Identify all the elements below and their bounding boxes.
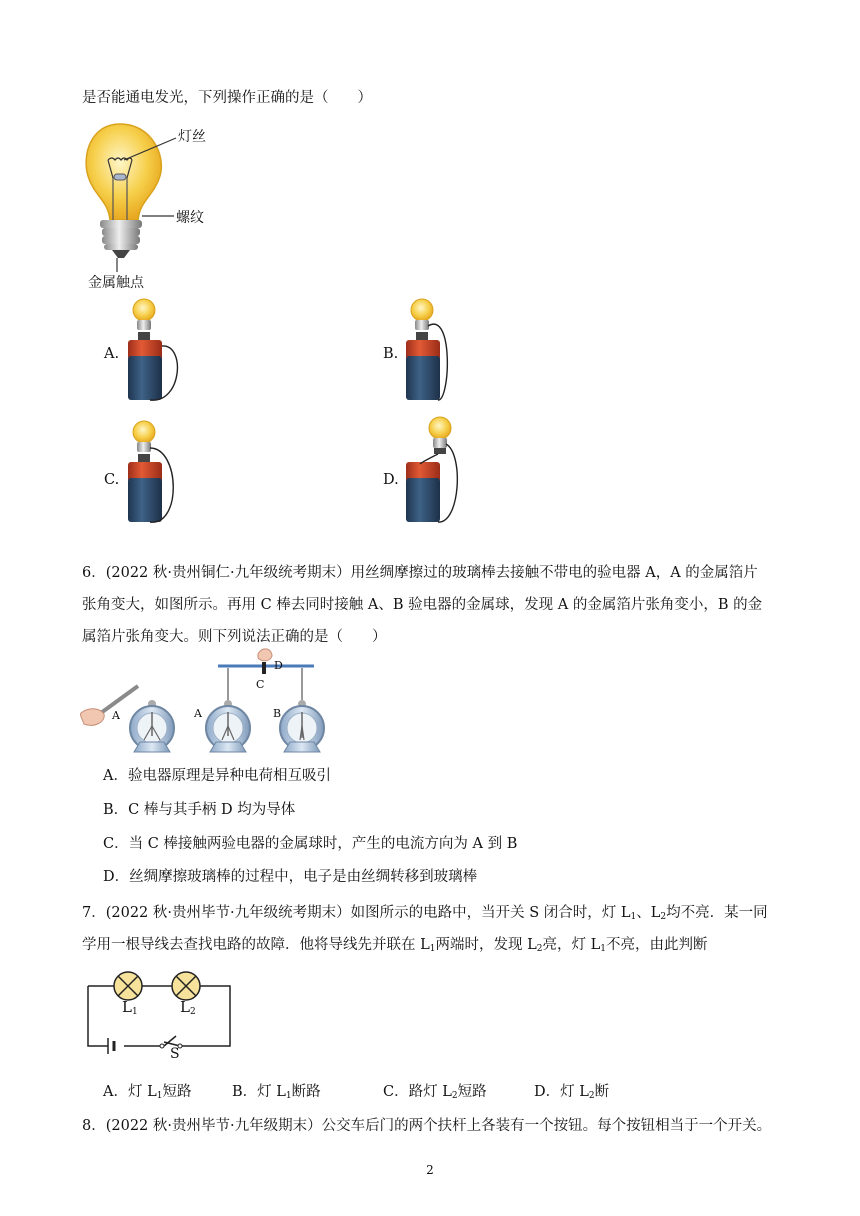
- circuit-label-l1: $L_1$: [122, 998, 138, 1017]
- page-number: 2: [426, 1163, 434, 1177]
- bulb-diagram: [80, 116, 230, 292]
- q6-option-d[interactable]: D．丝绸摩擦玻璃棒的过程中，电子是由丝绸转移到玻璃棒: [103, 869, 478, 885]
- circuit-label-l2: $L_2$: [180, 998, 196, 1017]
- electroscope-label-a1: A: [112, 709, 120, 722]
- q5-option-c-label[interactable]: C.: [104, 472, 120, 488]
- q6-option-a[interactable]: A．验电器原理是异种电荷相互吸引: [103, 768, 331, 784]
- q5-option-a-figure: [120, 296, 190, 408]
- q6-stem-line1: 6．(2022 秋·贵州铜仁·九年级统考期末）用丝绸摩擦过的玻璃棒去接触不带电的验电器 A，A 的金属箔片: [82, 565, 758, 581]
- q6-stem-line2: 张角变大，如图所示。再用 C 棒去同时接触 A、B 验电器的金属球，发现 A 的金属箔片张角变小，B 的金: [82, 597, 763, 613]
- electroscope-label-a2: A: [194, 707, 202, 720]
- q7-option-a[interactable]: A．灯 $L_1$短路: [103, 1084, 192, 1101]
- electroscope-label-b: B: [273, 707, 282, 720]
- q5-option-d-figure: [398, 414, 468, 530]
- q5-option-d-label[interactable]: D.: [383, 472, 399, 488]
- q5-option-a-label[interactable]: A.: [104, 346, 120, 362]
- q5-stem-tail: 是否能通电发光，下列操作正确的是（ ）: [82, 90, 372, 106]
- q6-option-b[interactable]: B．C 棒与其手柄 D 均为导体: [103, 802, 296, 818]
- q6-stem-line3: 属箔片张角变大。则下列说法正确的是（ ）: [82, 629, 387, 645]
- bulb-label-contact: 金属触点: [88, 275, 144, 291]
- q5-option-b-label[interactable]: B.: [383, 346, 399, 362]
- q7-option-b[interactable]: B．灯 $L_1$断路: [232, 1084, 321, 1101]
- q6-option-c[interactable]: C．当 C 棒接触两验电器的金属球时，产生的电流方向为 A 到 B: [103, 836, 518, 852]
- q8-stem-line1: 8．(2022 秋·贵州毕节·九年级期末）公交车后门的两个扶杆上各装有一个按钮。每个按钮相当于一个开关。: [82, 1118, 772, 1134]
- q5-option-b-figure: [398, 296, 468, 408]
- q7-stem-line1: 7．(2022 秋·贵州毕节·九年级统考期末）如图所示的电路中，当开关 S 闭合时，灯 $L_1$、$L_2$均不亮．某一同: [82, 905, 768, 922]
- circuit-label-s: S: [170, 1046, 180, 1062]
- q7-stem-line2: 学用一根导线去查找电路的故障．他将导线先并联在 $L_1$两端时，发现 $L_2$亮，灯 $L_1$不亮，由此判断: [82, 937, 708, 954]
- q5-option-c-figure: [120, 418, 190, 530]
- q7-option-c[interactable]: C．路灯 $L_2$短路: [383, 1084, 487, 1101]
- electroscope-label-c: C: [256, 678, 265, 691]
- circuit-figure: [84, 968, 234, 1064]
- electroscope-figure: [80, 648, 350, 756]
- q7-option-d[interactable]: D．灯 $L_2$断: [534, 1084, 610, 1101]
- bulb-label-filament: 灯丝: [178, 129, 206, 145]
- bulb-label-thread: 螺纹: [176, 210, 204, 226]
- electroscope-label-d: D: [274, 659, 283, 672]
